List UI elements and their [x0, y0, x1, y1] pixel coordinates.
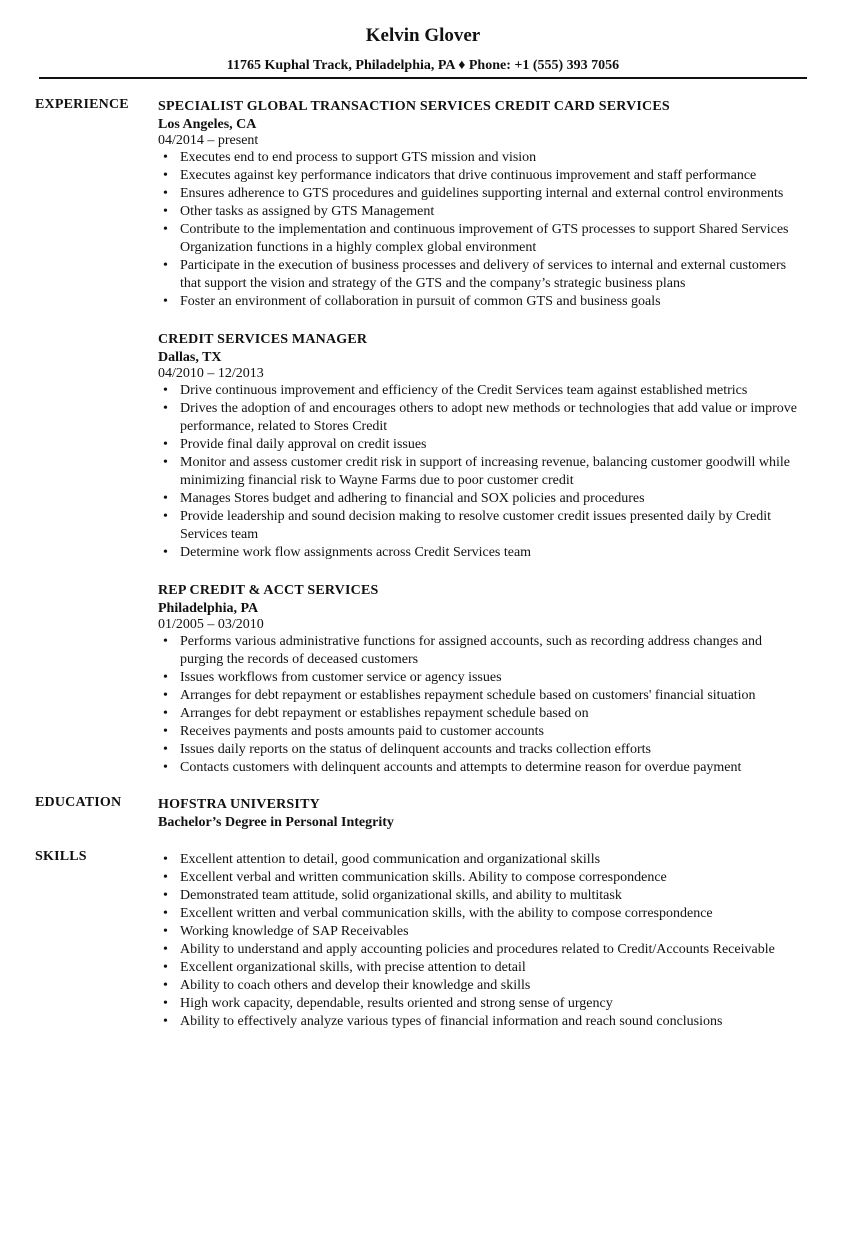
skills-body	[158, 849, 808, 1031]
list-item: • Participate in the execution of business processes and delivery of services to internal and external customers that support the vision and strategy of the GTS and the company’s strategic business plans	[158, 257, 808, 293]
skills-section	[0, 849, 860, 1031]
list-item: • Ability to understand and apply accounting policies and procedures related to Credit/Accounts Receivable	[158, 941, 808, 959]
list-item: • Excellent attention to detail, good communication and organizational skills	[158, 851, 808, 869]
list-item: • Drive continuous improvement and efficiency of the Credit Services team against established metrics	[158, 382, 808, 400]
experience-section	[0, 97, 860, 777]
job-location: Philadelphia, PA	[158, 601, 259, 616]
list-item: • Contribute to the implementation and continuous improvement of GTS processes to support Shared Services Organization functions in a highly complex global environment	[158, 221, 808, 257]
list-item: • Issues workflows from customer service or agency issues	[158, 669, 808, 687]
list-item: • Foster an environment of collaboration in pursuit of common GTS and business goals	[158, 293, 808, 311]
list-item: • Provide final daily approval on credit issues	[158, 436, 808, 454]
candidate-name: Kelvin Glover	[365, 25, 481, 46]
job-bullets	[158, 382, 808, 562]
list-item: • Monitor and assess customer credit risk in support of increasing revenue, balancing customer goodwill while minimizing financial risk to Wayne Farms due to poor customer credit	[158, 454, 808, 490]
job-bullets	[158, 633, 808, 777]
job-dates: 04/2014 – present	[158, 133, 259, 148]
list-item: • Excellent written and verbal communication skills, with the ability to compose correspondence	[158, 905, 808, 923]
list-item: • Ability to coach others and develop their knowledge and skills	[158, 977, 808, 995]
list-item: • Executes end to end process to support GTS mission and vision	[158, 149, 808, 167]
section-title-skills: SKILLS	[35, 849, 87, 864]
job-entry	[158, 330, 808, 562]
list-item: • Drives the adoption of and encourages others to adopt new methods or technologies that add value or improve performance, related to Stores Credit	[158, 400, 808, 436]
job-location: Los Angeles, CA	[158, 117, 257, 132]
job-dates: 01/2005 – 03/2010	[158, 617, 264, 632]
job-location: Dallas, TX	[158, 350, 222, 365]
list-item: • Arranges for debt repayment or establishes repayment schedule based on customers' financial situation	[158, 687, 808, 705]
list-item: • Performs various administrative functions for assigned accounts, such as recording address changes and purging the records of deceased customers	[158, 633, 808, 669]
job-bullets	[158, 149, 808, 311]
list-item: • Excellent verbal and written communication skills. Ability to compose correspondence	[158, 869, 808, 887]
list-item: • Manages Stores budget and adhering to financial and SOX policies and procedures	[158, 490, 808, 508]
list-item: • High work capacity, dependable, results oriented and strong sense of urgency	[158, 995, 808, 1013]
job-title: SPECIALIST GLOBAL TRANSACTION SERVICES CREDIT CARD SERVICES	[158, 99, 670, 114]
list-item: • Excellent organizational skills, with precise attention to detail	[158, 959, 808, 977]
list-item: • Contacts customers with delinquent accounts and attempts to determine reason for overdue payment	[158, 759, 808, 777]
list-item: • Issues daily reports on the status of delinquent accounts and tracks collection efforts	[158, 741, 808, 759]
job-title: CREDIT SERVICES MANAGER	[158, 332, 368, 347]
list-item: • Ensures adherence to GTS procedures and guidelines supporting internal and external control environments	[158, 185, 808, 203]
contact-line: 11765 Kuphal Track, Philadelphia, PA ♦ Phone: +1 (555) 393 7056	[226, 58, 620, 73]
list-item: • Other tasks as assigned by GTS Management	[158, 203, 808, 221]
job-dates: 04/2010 – 12/2013	[158, 366, 264, 381]
section-title-education: EDUCATION	[35, 795, 122, 810]
list-item: • Demonstrated team attitude, solid organizational skills, and ability to multitask	[158, 887, 808, 905]
job-title: REP CREDIT & ACCT SERVICES	[158, 583, 379, 598]
list-item: • Ability to effectively analyze various types of financial information and reach sound conclusions	[158, 1013, 808, 1031]
list-item: • Working knowledge of SAP Receivables	[158, 923, 808, 941]
list-item: • Receives payments and posts amounts paid to customer accounts	[158, 723, 808, 741]
education-body	[158, 795, 808, 831]
list-item: • Executes against key performance indicators that drive continuous improvement and staff performance	[158, 167, 808, 185]
list-item: • Determine work flow assignments across Credit Services team	[158, 544, 808, 562]
list-item: • Arranges for debt repayment or establishes repayment schedule based on	[158, 705, 808, 723]
section-title-experience: EXPERIENCE	[35, 97, 129, 112]
job-entry	[158, 97, 808, 311]
education-section	[0, 795, 860, 831]
header-divider	[39, 77, 807, 79]
experience-body	[158, 97, 808, 777]
resume-body	[0, 97, 860, 1049]
job-entry	[158, 581, 808, 777]
school-name: HOFSTRA UNIVERSITY	[158, 797, 320, 812]
degree: Bachelor’s Degree in Personal Integrity	[158, 815, 394, 830]
skills-list	[158, 849, 808, 1031]
list-item: • Provide leadership and sound decision making to resolve customer credit issues presented daily by Credit Services team	[158, 508, 808, 544]
